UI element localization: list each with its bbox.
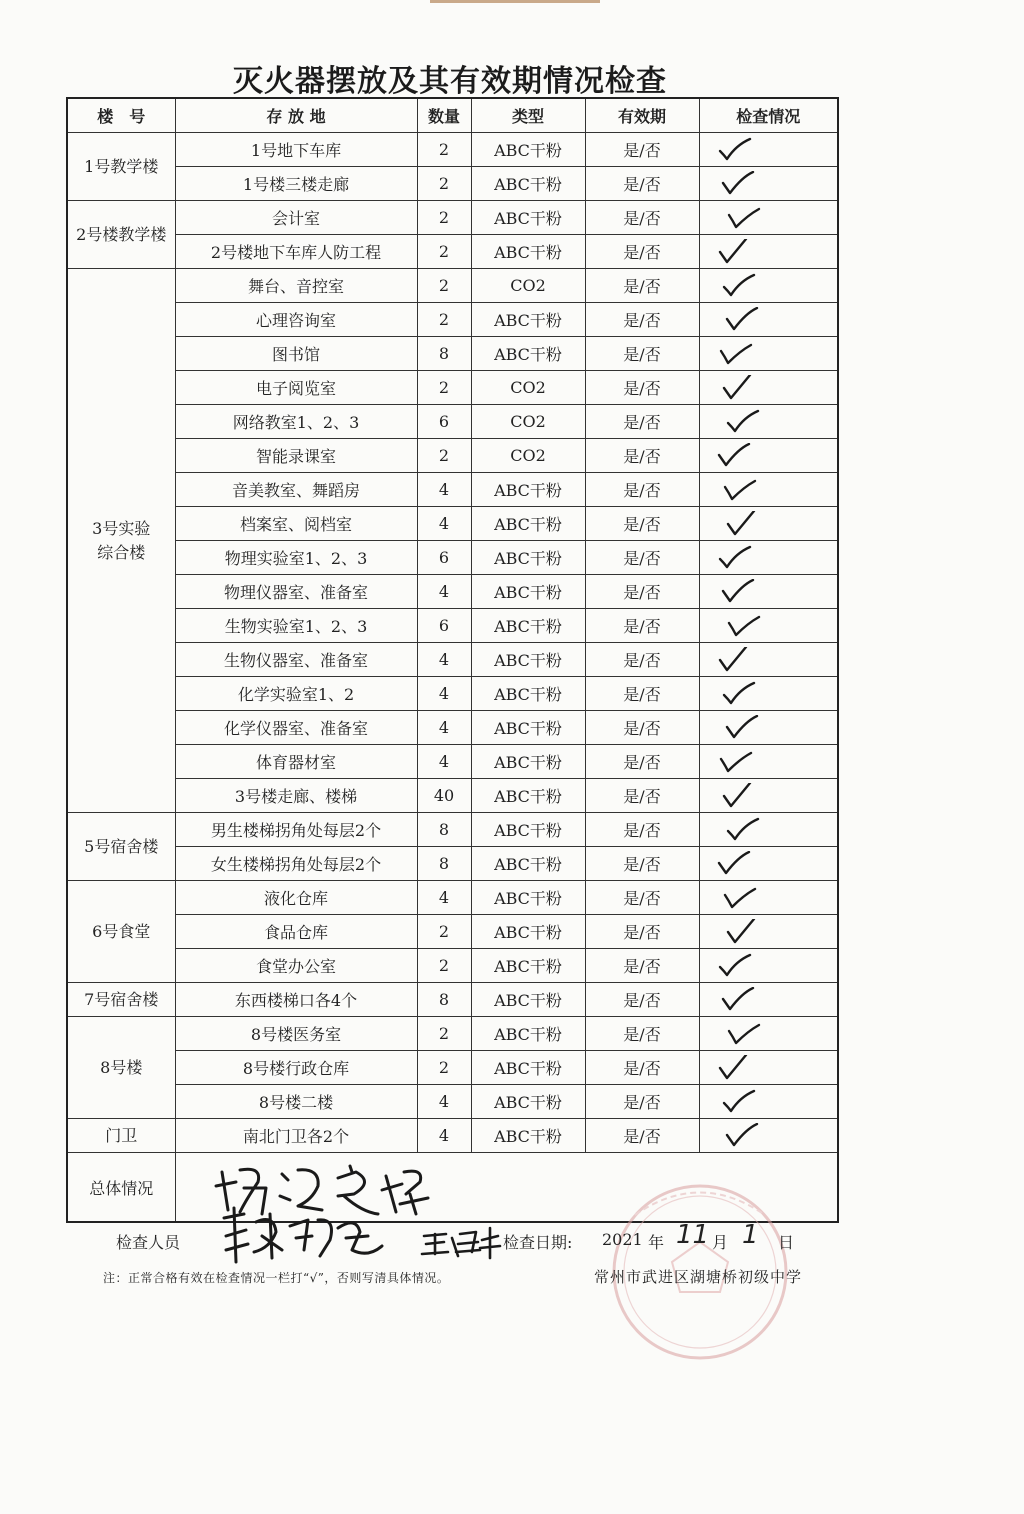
quantity-cell: 4	[417, 575, 471, 609]
quantity-cell: 4	[417, 677, 471, 711]
location-cell: 物理实验室1、2、3	[175, 541, 417, 575]
quantity-cell: 6	[417, 609, 471, 643]
quantity-cell: 2	[417, 439, 471, 473]
validity-cell: 是/否	[585, 371, 699, 405]
location-cell: 男生楼梯拐角处每层2个	[175, 813, 417, 847]
type-cell: ABC干粉	[471, 643, 585, 677]
validity-cell: 是/否	[585, 1017, 699, 1051]
inspector-signature-2	[422, 1228, 500, 1258]
validity-cell: 是/否	[585, 745, 699, 779]
location-cell: 南北门卫各2个	[175, 1119, 417, 1153]
validity-cell: 是/否	[585, 983, 699, 1017]
location-cell: 会计室	[175, 201, 417, 235]
building-cell: 门卫	[67, 1119, 175, 1153]
location-cell: 2号楼地下车库人防工程	[175, 235, 417, 269]
quantity-cell: 2	[417, 133, 471, 167]
type-cell: CO2	[471, 405, 585, 439]
location-cell: 舞台、音控室	[175, 269, 417, 303]
building-cell: 6号食堂	[67, 881, 175, 983]
location-cell: 图书馆	[175, 337, 417, 371]
location-cell: 物理仪器室、准备室	[175, 575, 417, 609]
quantity-cell: 4	[417, 1119, 471, 1153]
validity-cell: 是/否	[585, 507, 699, 541]
inspector-label: 检查人员	[116, 1233, 181, 1252]
date-day: 1	[742, 1220, 759, 1250]
quantity-cell: 8	[417, 813, 471, 847]
validity-cell: 是/否	[585, 1119, 699, 1153]
quantity-cell: 8	[417, 337, 471, 371]
location-cell: 3号楼走廊、楼梯	[175, 779, 417, 813]
quantity-cell: 4	[417, 473, 471, 507]
page-title: 灭火器摆放及其有效期情况检查	[233, 64, 667, 99]
validity-cell: 是/否	[585, 677, 699, 711]
validity-cell: 是/否	[585, 235, 699, 269]
quantity-cell: 4	[417, 711, 471, 745]
location-cell: 8号楼二楼	[175, 1085, 417, 1119]
quantity-cell: 2	[417, 269, 471, 303]
type-cell: ABC干粉	[471, 915, 585, 949]
quantity-cell: 2	[417, 167, 471, 201]
location-cell: 化学实验室1、2	[175, 677, 417, 711]
type-cell: ABC干粉	[471, 1051, 585, 1085]
location-cell: 食品仓库	[175, 915, 417, 949]
location-cell: 食堂办公室	[175, 949, 417, 983]
validity-cell: 是/否	[585, 711, 699, 745]
location-cell: 液化仓库	[175, 881, 417, 915]
location-cell: 体育器材室	[175, 745, 417, 779]
type-cell: ABC干粉	[471, 575, 585, 609]
location-cell: 心理咨询室	[175, 303, 417, 337]
building-cell: 5号宿舍楼	[67, 813, 175, 881]
type-cell: ABC干粉	[471, 745, 585, 779]
type-cell: ABC干粉	[471, 609, 585, 643]
validity-cell: 是/否	[585, 303, 699, 337]
type-cell: ABC干粉	[471, 303, 585, 337]
quantity-cell: 6	[417, 405, 471, 439]
type-cell: ABC干粉	[471, 847, 585, 881]
type-cell: ABC干粉	[471, 235, 585, 269]
validity-cell: 是/否	[585, 575, 699, 609]
building-cell: 1号教学楼	[67, 133, 175, 201]
building-cell: 8号楼	[67, 1017, 175, 1119]
footnote: 注：正常合格有效在检查情况一栏打“√”，否则写清具体情况。	[103, 1271, 450, 1285]
type-cell: ABC干粉	[471, 201, 585, 235]
quantity-cell: 2	[417, 1051, 471, 1085]
validity-cell: 是/否	[585, 337, 699, 371]
quantity-cell: 2	[417, 915, 471, 949]
validity-cell: 是/否	[585, 405, 699, 439]
validity-cell: 是/否	[585, 949, 699, 983]
location-cell: 1号地下车库	[175, 133, 417, 167]
header-type: 类型	[471, 98, 585, 133]
validity-cell: 是/否	[585, 915, 699, 949]
type-cell: ABC干粉	[471, 337, 585, 371]
validity-cell: 是/否	[585, 779, 699, 813]
date-month-unit: 月	[712, 1233, 729, 1252]
type-cell: ABC干粉	[471, 167, 585, 201]
quantity-cell: 4	[417, 643, 471, 677]
type-cell: CO2	[471, 371, 585, 405]
location-cell: 网络教室1、2、3	[175, 405, 417, 439]
validity-cell: 是/否	[585, 269, 699, 303]
date-label: 检查日期:	[503, 1233, 573, 1252]
location-cell: 8号楼医务室	[175, 1017, 417, 1051]
validity-cell: 是/否	[585, 609, 699, 643]
type-cell: ABC干粉	[471, 133, 585, 167]
location-cell: 化学仪器室、准备室	[175, 711, 417, 745]
type-cell: ABC干粉	[471, 779, 585, 813]
validity-cell: 是/否	[585, 167, 699, 201]
validity-cell: 是/否	[585, 439, 699, 473]
type-cell: ABC干粉	[471, 541, 585, 575]
validity-cell: 是/否	[585, 1051, 699, 1085]
date-month: 11	[676, 1220, 710, 1250]
type-cell: CO2	[471, 269, 585, 303]
quantity-cell: 2	[417, 303, 471, 337]
header-location: 存 放 地	[175, 98, 417, 133]
quantity-cell: 2	[417, 201, 471, 235]
location-cell: 1号楼三楼走廊	[175, 167, 417, 201]
quantity-cell: 40	[417, 779, 471, 813]
type-cell: ABC干粉	[471, 711, 585, 745]
validity-cell: 是/否	[585, 643, 699, 677]
type-cell: ABC干粉	[471, 881, 585, 915]
date-day-unit: 日	[778, 1233, 795, 1252]
type-cell: ABC干粉	[471, 983, 585, 1017]
type-cell: ABC干粉	[471, 507, 585, 541]
validity-cell: 是/否	[585, 1085, 699, 1119]
quantity-cell: 2	[417, 235, 471, 269]
validity-cell: 是/否	[585, 881, 699, 915]
location-cell: 8号楼行政仓库	[175, 1051, 417, 1085]
validity-cell: 是/否	[585, 201, 699, 235]
quantity-cell: 2	[417, 371, 471, 405]
validity-cell: 是/否	[585, 541, 699, 575]
quantity-cell: 2	[417, 1017, 471, 1051]
quantity-cell: 4	[417, 881, 471, 915]
validity-cell: 是/否	[585, 133, 699, 167]
quantity-cell: 2	[417, 949, 471, 983]
date-year: 2021	[602, 1230, 643, 1249]
type-cell: ABC干粉	[471, 1017, 585, 1051]
school-name: 常州市武进区湖塘桥初级中学	[594, 1268, 803, 1286]
quantity-cell: 6	[417, 541, 471, 575]
quantity-cell: 8	[417, 983, 471, 1017]
location-cell: 生物仪器室、准备室	[175, 643, 417, 677]
validity-cell: 是/否	[585, 813, 699, 847]
quantity-cell: 4	[417, 745, 471, 779]
location-cell: 智能录课室	[175, 439, 417, 473]
building-cell: 2号楼教学楼	[67, 201, 175, 269]
quantity-cell: 8	[417, 847, 471, 881]
location-cell: 生物实验室1、2、3	[175, 609, 417, 643]
building-cell: 7号宿舍楼	[67, 983, 175, 1017]
overall-label: 总体情况	[67, 1153, 175, 1223]
header-building: 楼 号	[67, 98, 175, 133]
overall-handwriting	[216, 1166, 428, 1214]
header-validity: 有效期	[585, 98, 699, 133]
type-cell: ABC干粉	[471, 677, 585, 711]
header-inspection: 检查情况	[699, 98, 838, 133]
location-cell: 电子阅览室	[175, 371, 417, 405]
location-cell: 档案室、阅档室	[175, 507, 417, 541]
validity-cell: 是/否	[585, 847, 699, 881]
type-cell: ABC干粉	[471, 473, 585, 507]
date-year-unit: 年	[648, 1233, 665, 1252]
location-cell: 女生楼梯拐角处每层2个	[175, 847, 417, 881]
type-cell: ABC干粉	[471, 1119, 585, 1153]
inspector-signature-1	[224, 1208, 382, 1262]
location-cell: 东西楼梯口各4个	[175, 983, 417, 1017]
type-cell: CO2	[471, 439, 585, 473]
location-cell: 音美教室、舞蹈房	[175, 473, 417, 507]
type-cell: ABC干粉	[471, 813, 585, 847]
validity-cell: 是/否	[585, 473, 699, 507]
quantity-cell: 4	[417, 1085, 471, 1119]
quantity-cell: 4	[417, 507, 471, 541]
type-cell: ABC干粉	[471, 949, 585, 983]
type-cell: ABC干粉	[471, 1085, 585, 1119]
building-cell: 3号实验 综合楼	[67, 269, 175, 813]
header-quantity: 数量	[417, 98, 471, 133]
